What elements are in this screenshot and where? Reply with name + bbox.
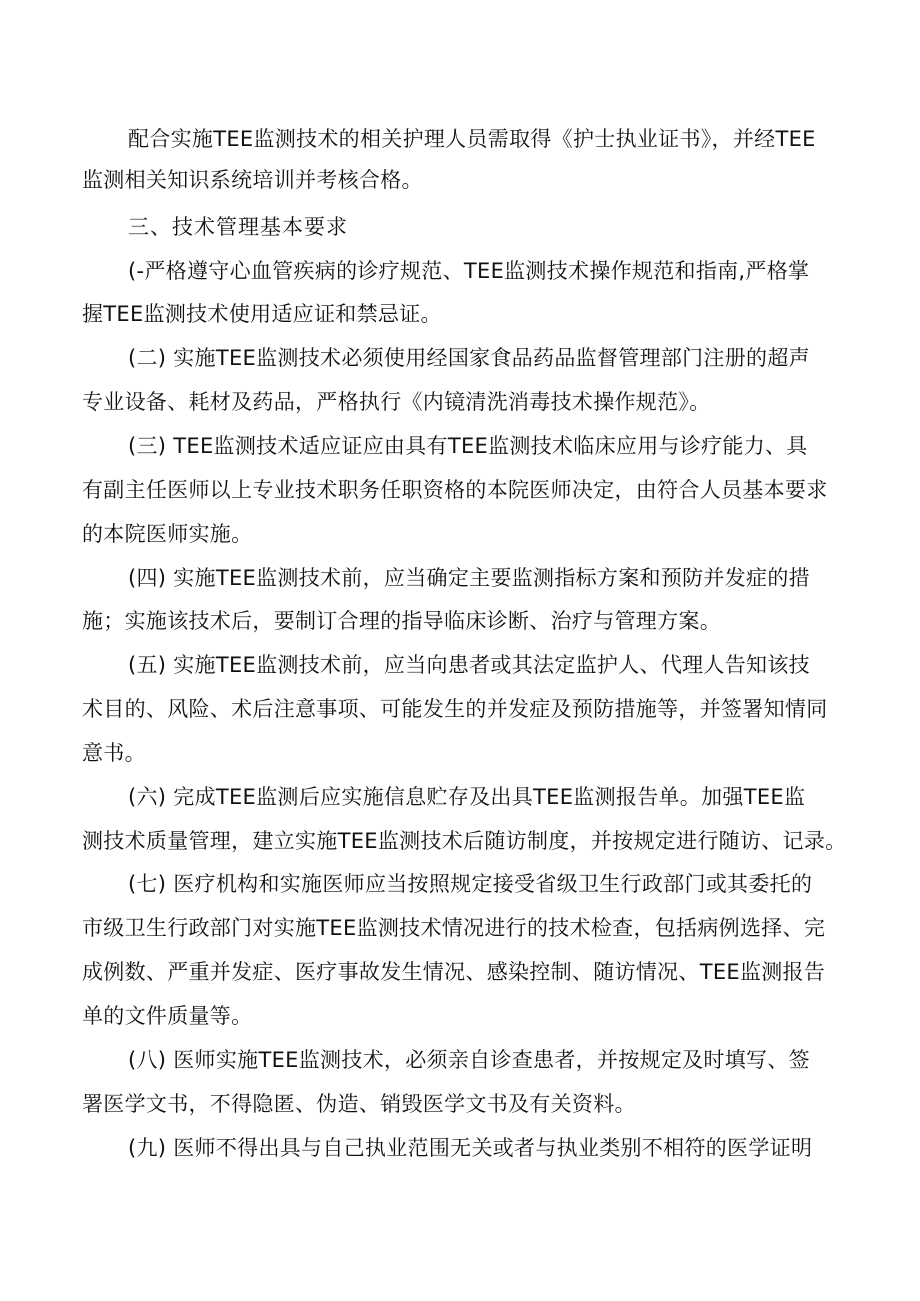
- section-heading: 三、技术管理基本要求: [128, 215, 348, 239]
- paragraph-line: 术目的、风险、术后注意事项、可能发生的并发症及预防措施等，并签署知情同: [82, 697, 828, 721]
- paragraph-line: 署医学文书，不得隐匿、伪造、销毁医学文书及有关资料。: [82, 1092, 636, 1116]
- paragraph-line: 意书。: [82, 741, 146, 765]
- paragraph-line: (七) 医疗机构和实施医师应当按照规定接受省级卫生行政部门或其委托的: [128, 872, 813, 896]
- paragraph-line: (三) TEE监测技术适应证应由具有TEE监测技术临床应用与诊疗能力、具: [128, 434, 808, 458]
- paragraph-line: 施；实施该技术后，要制订合理的指导临床诊断、治疗与管理方案。: [82, 609, 721, 633]
- paragraph-line: (八) 医师实施TEE监测技术，必须亲自诊查患者，并按规定及时填写、签: [128, 1048, 810, 1072]
- paragraph-line: (六) 完成TEE监测后应实施信息贮存及出具TEE监测报告单。加强TEE监: [128, 785, 806, 809]
- paragraph-line: 测技术质量管理，建立实施TEE监测技术后随访制度，并按规定进行随访、记录。: [82, 829, 847, 853]
- paragraph-line: 的本院医师实施。: [82, 522, 253, 546]
- paragraph-line: (四) 实施TEE监测技术前，应当确定主要监测指标方案和预防并发症的措: [128, 566, 810, 590]
- paragraph-line: 配合实施TEE监测技术的相关护理人员需取得《护士执业证书》，并经TEE: [128, 127, 816, 151]
- paragraph-line: 监测相关知识系统培训并考核合格。: [82, 168, 423, 192]
- paragraph-line: (二) 实施TEE监测技术必须使用经国家食品药品监督管理部门注册的超声: [128, 346, 810, 370]
- paragraph-line: (九) 医师不得出具与自己执业范围无关或者与执业类别不相符的医学证明: [128, 1136, 813, 1160]
- paragraph-line: 专业设备、耗材及药品，严格执行《内镜清洗消毒技术操作规范》。: [82, 390, 711, 414]
- paragraph-line: 单的文件质量等。: [82, 1004, 253, 1028]
- paragraph-line: 市级卫生行政部门对实施TEE监测技术情况进行的技术检查，包括病例选择、完: [82, 916, 826, 940]
- paragraph-line: 有副主任医师以上专业技术职务任职资格的本院医师决定，由符合人员基本要求: [82, 478, 828, 502]
- paragraph-line: (五) 实施TEE监测技术前，应当向患者或其法定监护人、代理人告知该技: [128, 653, 810, 677]
- paragraph-line: 握TEE监测技术使用适应证和禁忌证。: [82, 302, 442, 326]
- paragraph-line: (-严格遵守心血管疾病的诊疗规范、TEE监测技术操作规范和指南,严格掌: [128, 259, 810, 283]
- paragraph-line: 成例数、严重并发症、医疗事故发生情况、感染控制、随访情况、TEE监测报告: [82, 960, 826, 984]
